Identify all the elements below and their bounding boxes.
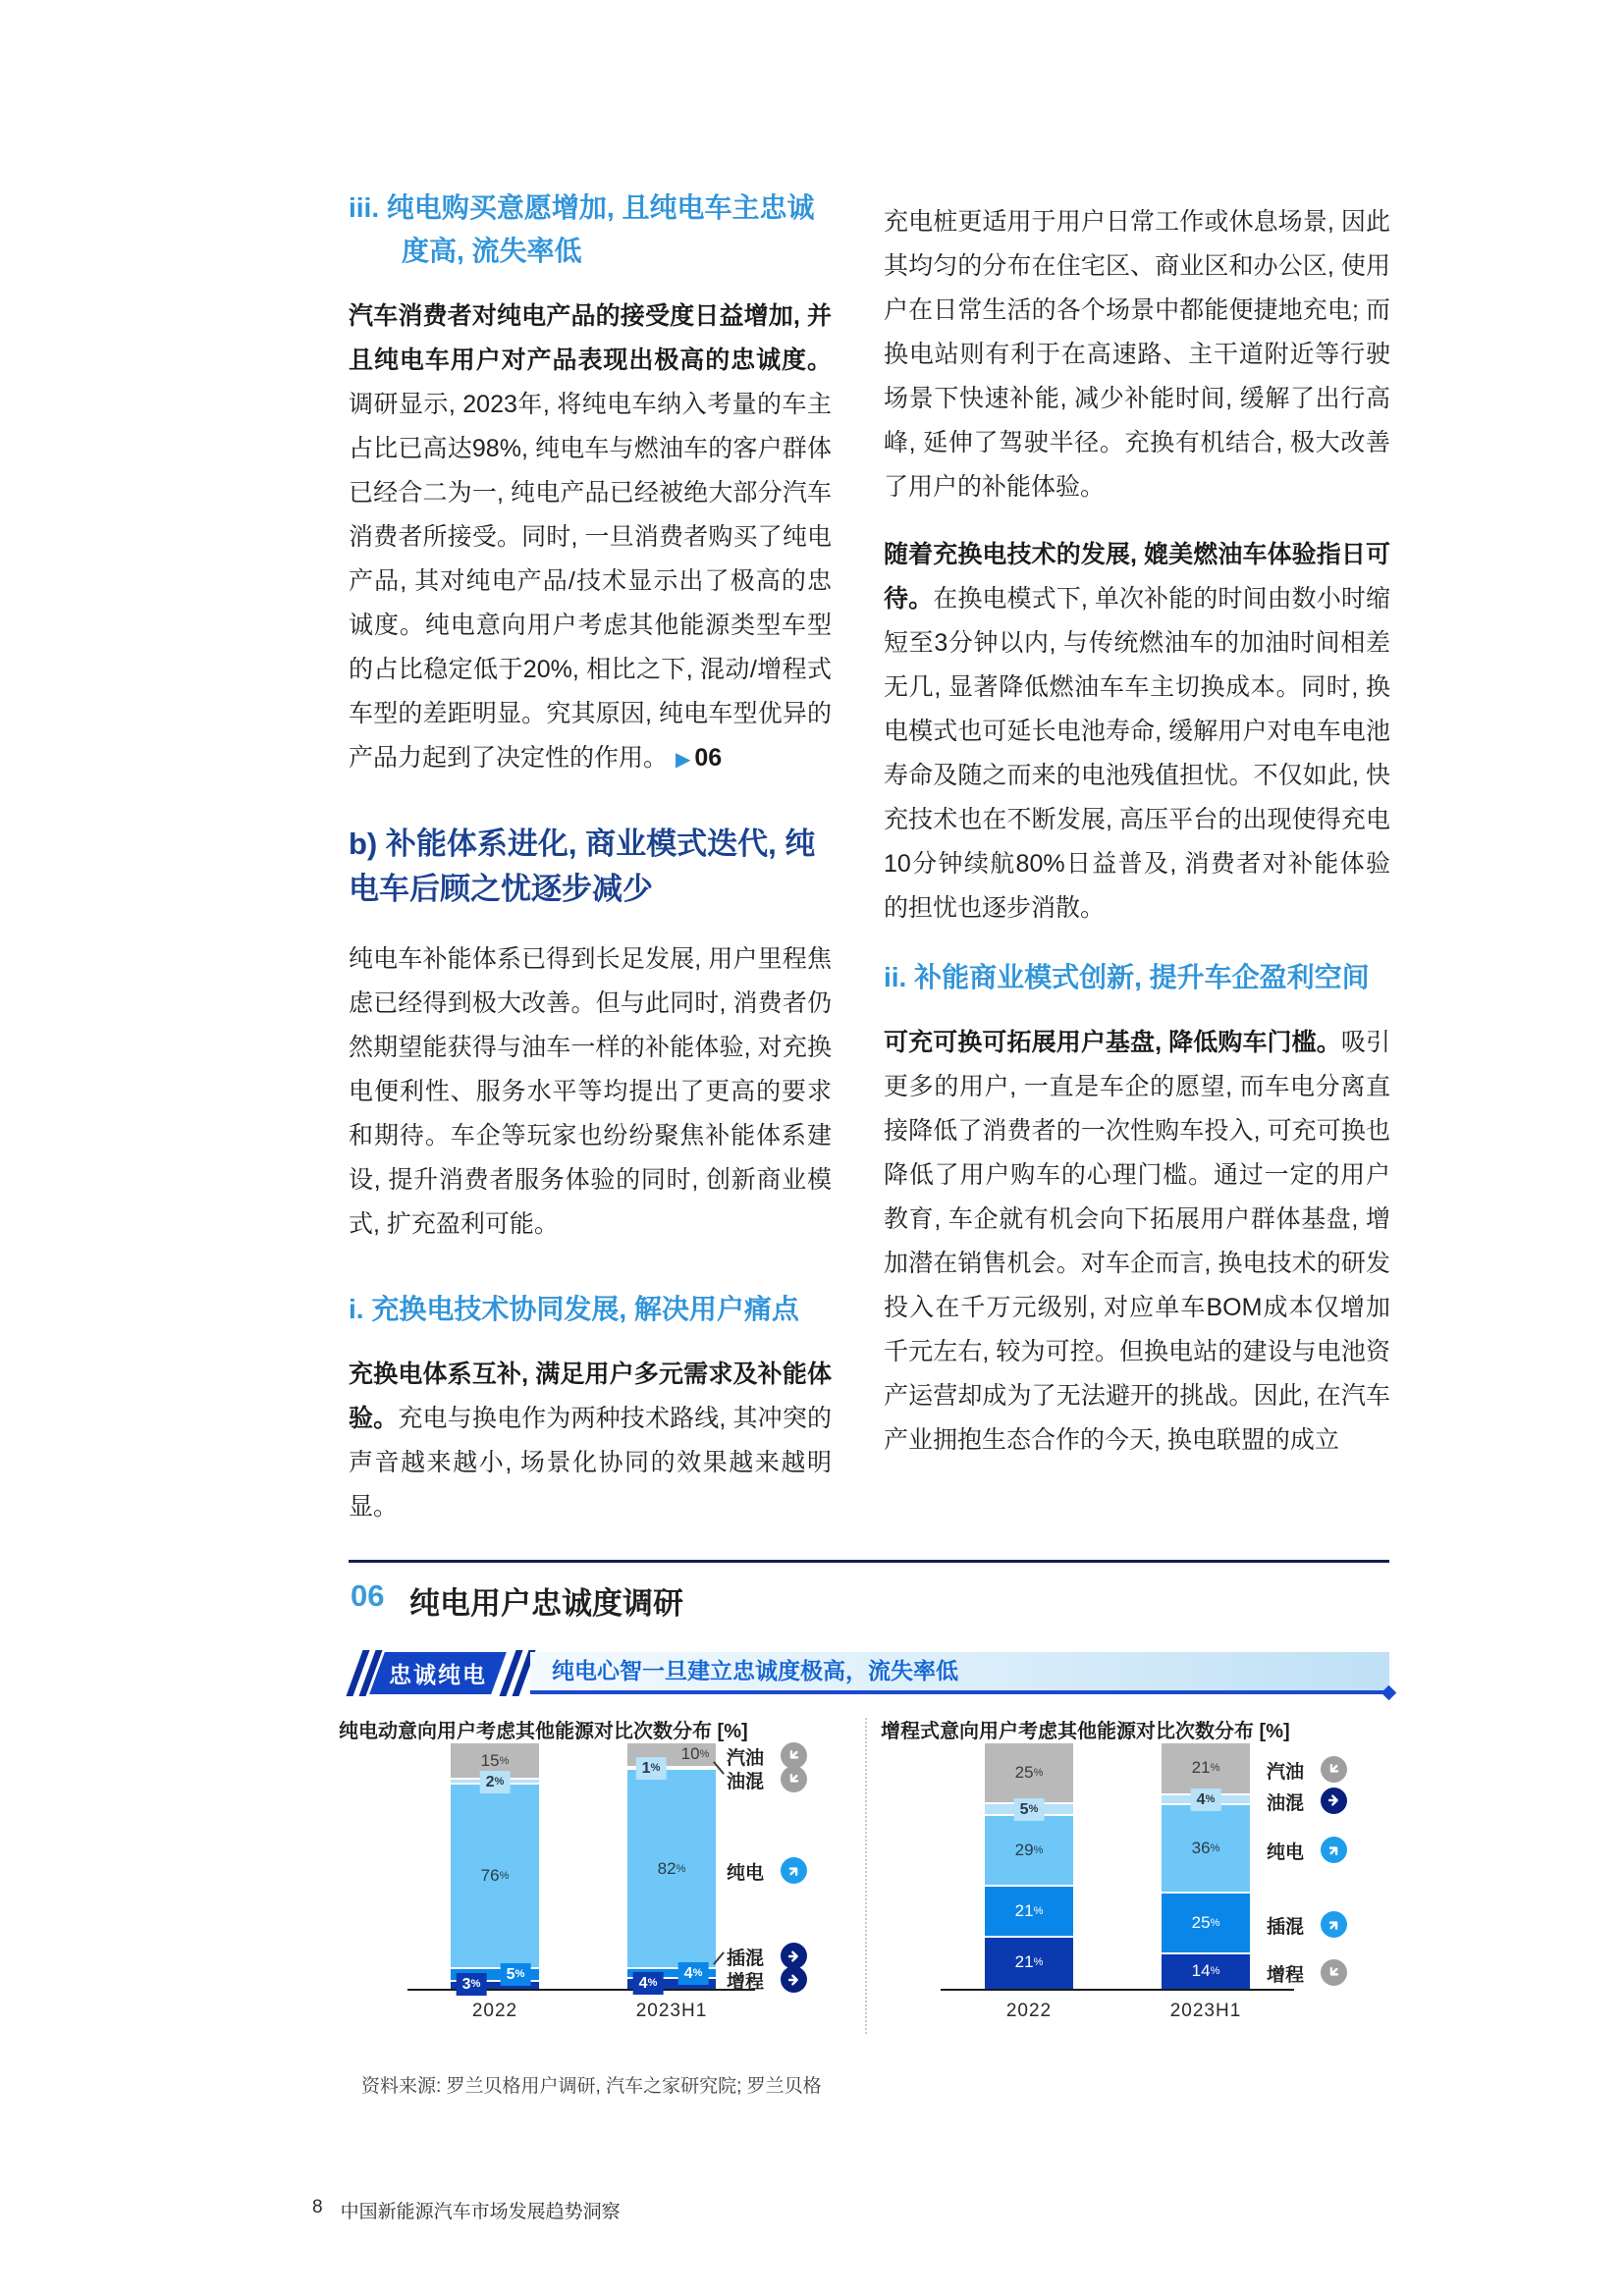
trend-up-icon [1315, 1831, 1352, 1868]
heading-i: i. 充换电技术协同发展, 解决用户痛点 [349, 1294, 799, 1324]
segment-label: 4% [633, 1972, 664, 1995]
page-number: 8 [312, 2197, 323, 2217]
heading-b: b) 补能体系进化, 商业模式迭代, 纯电车后顾之忧逐步减少 [349, 827, 816, 906]
trend-flat-icon [1321, 1788, 1347, 1814]
source-note: 资料来源: 罗兰贝格用户调研, 汽车之家研究院; 罗兰贝格 [361, 2076, 822, 2097]
legend-label: 汽油 [1267, 1762, 1305, 1784]
paragraph-lead-bold: 汽车消费者对纯电产品的接受度日益增加, 并且纯电车用户对产品表现出极高的忠诚度。 [349, 302, 832, 374]
page-footer [312, 2197, 621, 2223]
paragraph-swap-charge [349, 1353, 832, 1529]
chart-title-bev: 纯电动意向用户考虑其他能源对比次数分布 [%] [339, 1721, 748, 1742]
paragraph-charging-system [349, 937, 832, 1247]
left-column [349, 187, 832, 1553]
figure-ref-number: 06 [694, 744, 723, 772]
legend-label: 插混 [727, 1949, 765, 1969]
x-axis-label: 2023H1 [635, 2001, 708, 2021]
paragraph-business-model [884, 1021, 1390, 1463]
trend-up-icon [775, 1851, 812, 1889]
paragraph-charging-pile [884, 200, 1390, 509]
segment-label: 21% [1014, 1952, 1044, 1971]
trend-up-icon [1315, 1905, 1352, 1943]
paragraph-lead-bold: 可充可换可拓展用户基盘, 降低购车门槛。 [884, 1029, 1341, 1056]
legend-label: 插混 [1267, 1916, 1305, 1938]
heading-iii: iii. 纯电购买意愿增加, 且纯电车主忠诚度高, 流失率低 [349, 192, 815, 266]
x-axis-label: 2023H1 [1169, 2001, 1242, 2021]
figure-top-rule [349, 1560, 1389, 1563]
segment-label: 5% [501, 1963, 531, 1986]
x-axis [941, 1989, 1294, 1991]
legend-label: 油混 [1267, 1792, 1305, 1814]
banner-tag-label: 忠诚纯电 [389, 1662, 487, 1687]
segment-label: 1% [636, 1757, 667, 1780]
segment-label: 15% [480, 1750, 510, 1770]
segment-label: 25% [1191, 1912, 1220, 1932]
segment-label: 29% [1014, 1841, 1044, 1860]
chart-divider [865, 1718, 867, 2034]
legend-label: 纯电 [727, 1862, 765, 1884]
paragraph-text: 纯电车补能体系已得到长足发展, 用户里程焦虑已经得到极大改善。但与此同时, 消费者仍然期望能获得与油车一样的补能体验, 对充换电便利性、服务水平等均提出了更高的要求和期待。车企等玩家也纷纷聚焦补能体系建设, 提升消费者服务体验的同时, 创新商业模式, 扩充盈利可能。 [349, 945, 832, 1238]
paragraph-loyalty [349, 294, 832, 782]
figure-title: 纯电用户忠诚度调研 [409, 1586, 683, 1621]
banner-tag [369, 1652, 507, 1694]
paragraph-lead-bold: 充换电体系互补, 满足用户多元需求及补能体验。 [349, 1361, 832, 1432]
chart-title-erev: 增程式意向用户考虑其他能源对比次数分布 [%] [881, 1721, 1290, 1742]
legend-label: 汽油 [727, 1748, 765, 1770]
figure-reference [668, 744, 722, 772]
trend-down-icon [775, 1761, 812, 1798]
x-axis-label: 2022 [1005, 2001, 1053, 2021]
footer-title: 中国新能源汽车市场发展趋势洞察 [340, 2202, 621, 2222]
segment-label: 3% [457, 1973, 487, 1996]
legend-label: 油混 [727, 1772, 765, 1793]
figure-ref-arrow: ▶ [676, 749, 691, 771]
segment-label: 4% [1191, 1789, 1221, 1811]
legend-label: 纯电 [1267, 1842, 1305, 1863]
paragraph-text: 充电与换电作为两种技术路线, 其冲突的声音越来越小, 场景化协同的效果越来越明显。 [349, 1405, 832, 1521]
legend-label: 增程 [727, 1972, 765, 1993]
segment-label: 25% [1014, 1762, 1044, 1782]
segment-label: 21% [1191, 1758, 1220, 1778]
segment-label: 14% [1191, 1960, 1220, 1980]
segment-label: 10% [680, 1744, 710, 1764]
segment-label: 4% [678, 1962, 709, 1985]
x-axis-label: 2022 [471, 2001, 518, 2021]
paragraph-text: 充电桩更适用于用户日常工作或休息场景, 因此其均匀的分布在住宅区、商业区和办公区, 使用户在日常生活的各个场景中都能便捷地充电; 而换电站则有利于在高速路、主干道附近等行驶场景下快速补能, 减少补能时间, 缓解了出行高峰, 延伸了驾驶半径。充换有机结合, 极大改善了用户的补能体验。 [884, 208, 1390, 501]
segment-label: 21% [1014, 1901, 1044, 1921]
paragraph-swap-tech [884, 533, 1390, 931]
banner-text: 纯电心智一旦建立忠诚度极高，流失率低 [552, 1658, 958, 1683]
segment-label: 82% [657, 1858, 686, 1878]
paragraph-text: 调研显示, 2023年, 将纯电车纳入考量的车主占比已高达98%, 纯电车与燃油车的客户群体已经合二为一, 纯电产品已经被绝大部分汽车消费者所接受。同时, 一旦消费者购买了纯电产品, 其对纯电产品/技术显示出了极高的忠诚度。纯电意向用户考虑其他能源类型车型的占比稳定低于20%, 相比之下, 混动/增程式车型的差距明显。究其原因, 纯电车型优异的产品力起到了决定性的作用。 [349, 391, 832, 772]
segment-label: 36% [1191, 1838, 1220, 1857]
segment-label: 76% [480, 1866, 510, 1886]
legend-label: 增程 [1267, 1964, 1305, 1986]
trend-down-icon [1315, 1751, 1352, 1789]
banner-text-bar [530, 1652, 1389, 1694]
paragraph-text: 吸引更多的用户, 一直是车企的愿望, 而车电分离直接降低了消费者的一次性购车投入, 可充可换也降低了用户购车的心理门槛。通过一定的用户教育, 车企就有机会向下拓展用户群体基盘, 增加潜在销售机会。对车企而言, 换电技术的研发投入在千万元级别, 对应单车BOM成本仅增加千元左右, 较为可控。但换电站的建设与电池资产运营却成为了无法避开的挑战。因此, 在汽车产业拥抱生态合作的今天, 换电联盟的成立 [884, 1029, 1390, 1454]
segment-label: 5% [1014, 1798, 1045, 1821]
right-column [884, 187, 1390, 1486]
figure-number: 06 [351, 1578, 385, 1613]
trend-flat-icon [781, 1943, 807, 1969]
trend-flat-icon [781, 1966, 807, 1993]
trend-down-icon [1315, 1953, 1352, 1991]
paragraph-text: 在换电模式下, 单次补能的时间由数小时缩短至3分钟以内, 与传统燃油车的加油时间相差无几, 显著降低燃油车车主切换成本。同时, 换电模式也可延长电池寿命, 缓解用户对电车电池寿命及随之而来的电池残值担忧。不仅如此, 快充技术也在不断发展, 高压平台的出现使得充电10分钟续航80%日益普及, 消费者对补能体验的担忧也逐步消散。 [884, 585, 1390, 922]
paragraph-lead-bold: 随着充换电技术的发展, 媲美燃油车体验指日可待。 [884, 541, 1390, 613]
segment-label: 2% [480, 1771, 511, 1793]
heading-ii: ii. 补能商业模式创新, 提升车企盈利空间 [884, 962, 1370, 992]
